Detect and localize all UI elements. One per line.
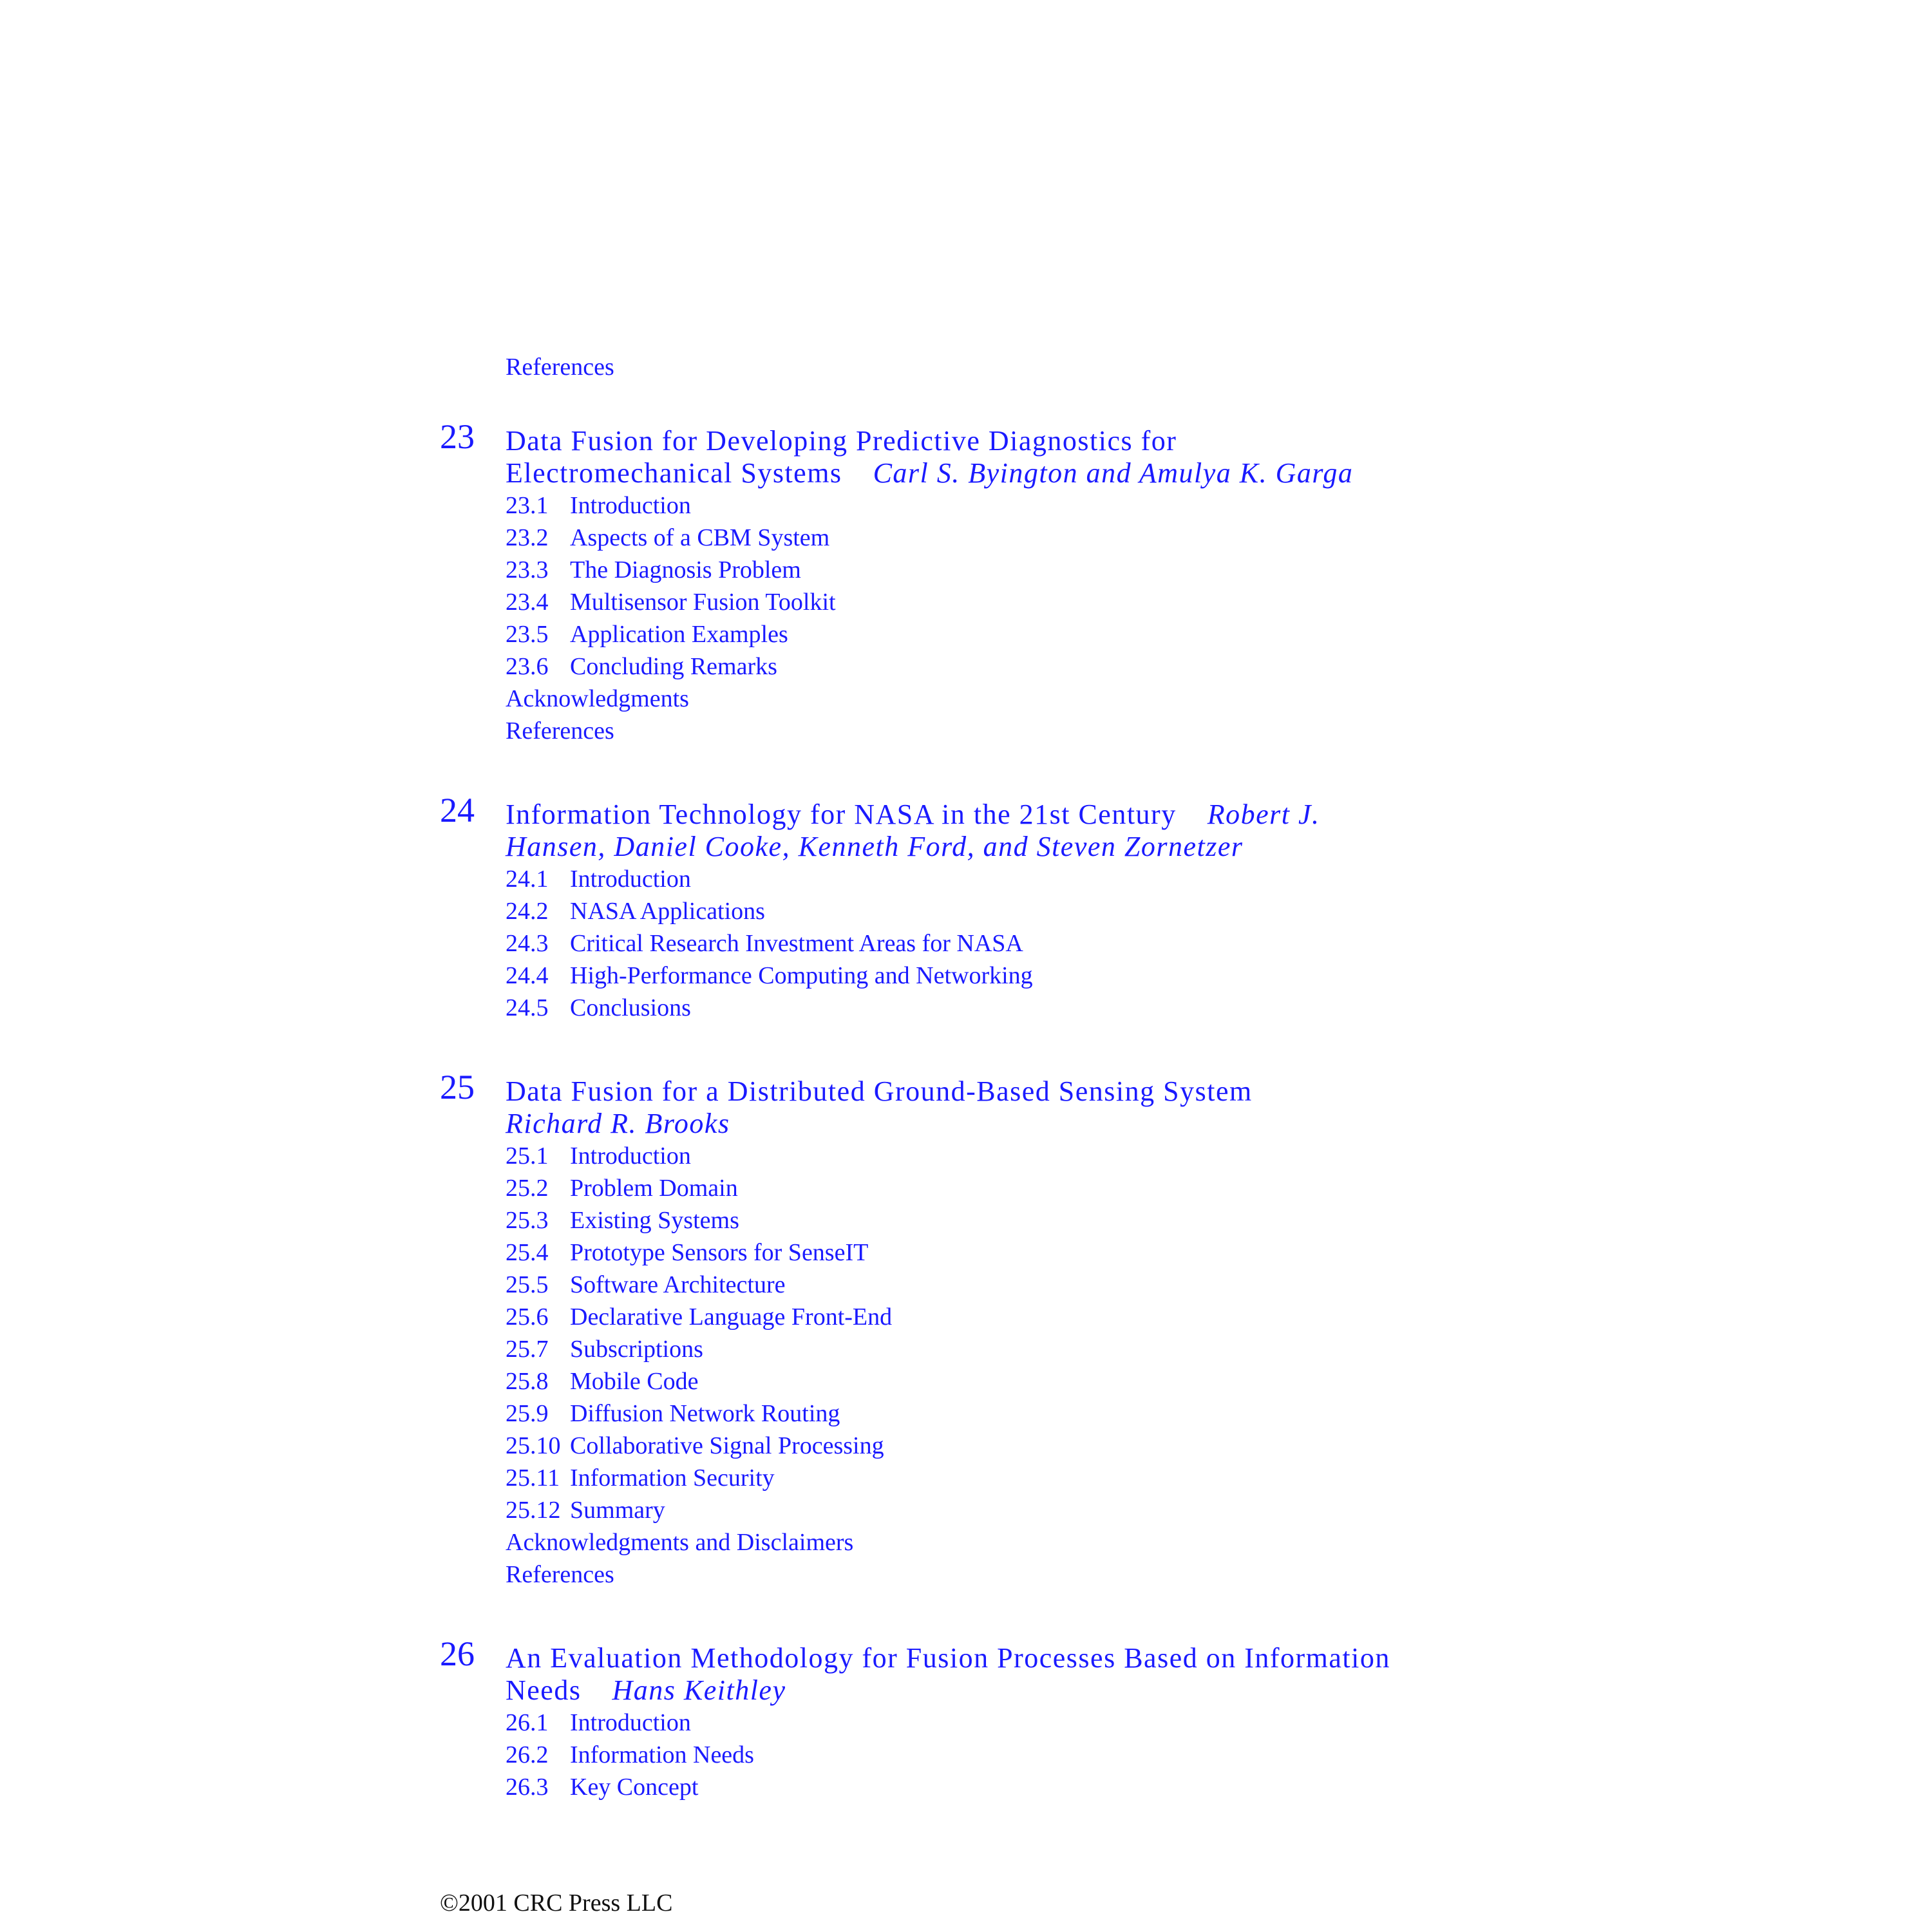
section-number: 24.4 bbox=[506, 962, 549, 989]
toc-section-link[interactable] bbox=[506, 522, 829, 554]
chapter-title-line[interactable]: Data Fusion for a Distributed Ground-Based Sensing System bbox=[506, 1075, 1253, 1107]
section-title: Problem Domain bbox=[570, 1175, 738, 1202]
section-title: NASA Applications bbox=[570, 898, 765, 925]
section-title: Concluding Remarks bbox=[570, 653, 777, 680]
section-number: 23.5 bbox=[506, 621, 549, 648]
copyright-footer: ©2001 CRC Press LLC bbox=[440, 1889, 673, 1917]
toc-section-link[interactable] bbox=[506, 1707, 691, 1739]
toc-section-link[interactable] bbox=[506, 1172, 738, 1204]
section-number: 24.1 bbox=[506, 866, 549, 893]
section-number: 25.9 bbox=[506, 1400, 549, 1427]
toc-section-link[interactable] bbox=[506, 1333, 703, 1365]
section-number: 26.2 bbox=[506, 1741, 549, 1768]
chapter-title-line[interactable] bbox=[506, 799, 1320, 831]
chapter-title-line[interactable] bbox=[506, 1108, 730, 1140]
section-number: 25.12 bbox=[506, 1497, 561, 1524]
toc-link-acknowledgments[interactable] bbox=[506, 1526, 853, 1558]
toc-link-references[interactable] bbox=[506, 1558, 614, 1591]
chapter-number: 25 bbox=[440, 1068, 475, 1106]
toc-section-link[interactable] bbox=[506, 992, 691, 1024]
section-title: Summary bbox=[570, 1497, 665, 1524]
section-number: 25.5 bbox=[506, 1271, 549, 1298]
toc-section-link[interactable] bbox=[506, 1494, 665, 1526]
section-number: 25.11 bbox=[506, 1464, 560, 1492]
section-title: Diffusion Network Routing bbox=[570, 1400, 840, 1427]
chapter-title-line[interactable] bbox=[506, 1674, 786, 1707]
section-title: Critical Research Investment Areas for NASA bbox=[570, 930, 1023, 957]
section-title: Declarative Language Front-End bbox=[570, 1303, 893, 1331]
toc-section-link[interactable] bbox=[506, 618, 788, 650]
toc-section-link[interactable] bbox=[506, 895, 765, 927]
section-title: Mobile Code bbox=[570, 1368, 699, 1395]
section-number: 25.1 bbox=[506, 1142, 549, 1170]
toc-section-link[interactable] bbox=[506, 1365, 698, 1397]
section-number: 25.7 bbox=[506, 1336, 549, 1363]
section-title: The Diagnosis Problem bbox=[570, 556, 801, 583]
toc-link-label: Acknowledgments bbox=[506, 685, 689, 712]
section-title: Collaborative Signal Processing bbox=[570, 1432, 884, 1459]
section-title: Key Concept bbox=[570, 1774, 699, 1801]
chapter-title-text: Information Technology for NASA in the 21st Century bbox=[506, 799, 1177, 830]
section-title: Subscriptions bbox=[570, 1336, 703, 1363]
toc-link-acknowledgments[interactable] bbox=[506, 683, 689, 715]
toc-section-link[interactable] bbox=[506, 1462, 775, 1494]
section-title: Aspects of a CBM System bbox=[570, 524, 830, 551]
toc-section-link[interactable] bbox=[506, 863, 691, 895]
toc-link-label: References bbox=[506, 354, 614, 381]
toc-link-references[interactable] bbox=[506, 715, 614, 747]
chapter-authors: Hansen, Daniel Cooke, Kenneth Ford, and Steven Zornetzer bbox=[506, 831, 1244, 862]
toc-section-link[interactable] bbox=[506, 489, 691, 522]
chapter-title-line[interactable]: Data Fusion for Developing Predictive Diagnostics for bbox=[506, 425, 1177, 457]
toc-section-link[interactable] bbox=[506, 1771, 698, 1803]
section-title: Software Architecture bbox=[570, 1271, 786, 1298]
chapter-title-text: Needs bbox=[506, 1674, 582, 1706]
section-title: Introduction bbox=[570, 866, 691, 893]
chapter-title-text: Electromechanical Systems bbox=[506, 457, 842, 489]
toc-section-link[interactable] bbox=[506, 927, 1023, 960]
toc-section-link[interactable] bbox=[506, 1269, 785, 1301]
section-number: 23.2 bbox=[506, 524, 549, 551]
toc-link-references[interactable] bbox=[506, 351, 614, 383]
section-title: Information Needs bbox=[570, 1741, 754, 1768]
section-number: 24.3 bbox=[506, 930, 549, 957]
toc-link-label: Acknowledgments and Disclaimers bbox=[506, 1529, 854, 1556]
toc-section-link[interactable] bbox=[506, 1140, 691, 1172]
section-title: High-Performance Computing and Networking bbox=[570, 962, 1033, 989]
section-number: 24.2 bbox=[506, 898, 549, 925]
chapter-authors: Hans Keithley bbox=[612, 1674, 786, 1706]
section-number: 24.5 bbox=[506, 994, 549, 1021]
section-number: 25.10 bbox=[506, 1432, 561, 1459]
section-title: Multisensor Fusion Toolkit bbox=[570, 589, 836, 616]
chapter-authors: Carl S. Byington and Amulya K. Garga bbox=[873, 457, 1354, 489]
toc-section-link[interactable] bbox=[506, 1739, 754, 1771]
toc-section-link[interactable] bbox=[506, 1236, 868, 1269]
section-number: 26.3 bbox=[506, 1774, 549, 1801]
toc-section-link[interactable] bbox=[506, 960, 1033, 992]
section-number: 25.3 bbox=[506, 1207, 549, 1234]
section-number: 23.6 bbox=[506, 653, 549, 680]
section-title: Introduction bbox=[570, 1142, 691, 1170]
toc-section-link[interactable] bbox=[506, 1204, 739, 1236]
section-title: Application Examples bbox=[570, 621, 788, 648]
toc-link-label: References bbox=[506, 717, 614, 744]
chapter-title-line[interactable] bbox=[506, 457, 1353, 489]
toc-section-link[interactable] bbox=[506, 1397, 840, 1430]
toc-section-link[interactable] bbox=[506, 1301, 892, 1333]
section-number: 25.8 bbox=[506, 1368, 549, 1395]
section-number: 23.1 bbox=[506, 492, 549, 519]
section-number: 25.2 bbox=[506, 1175, 549, 1202]
section-number: 23.3 bbox=[506, 556, 549, 583]
chapter-authors: Richard R. Brooks bbox=[506, 1108, 730, 1139]
section-title: Prototype Sensors for SenseIT bbox=[570, 1239, 869, 1266]
chapter-number: 24 bbox=[440, 791, 475, 829]
section-title: Existing Systems bbox=[570, 1207, 739, 1234]
toc-section-link[interactable] bbox=[506, 650, 777, 683]
chapter-number: 23 bbox=[440, 417, 475, 456]
chapter-title-line[interactable] bbox=[506, 831, 1244, 863]
section-title: Information Security bbox=[570, 1464, 775, 1492]
section-number: 25.6 bbox=[506, 1303, 549, 1331]
section-title: Introduction bbox=[570, 1709, 691, 1736]
toc-link-label: References bbox=[506, 1561, 614, 1588]
toc-section-link[interactable] bbox=[506, 554, 801, 586]
section-title: Conclusions bbox=[570, 994, 691, 1021]
section-number: 25.4 bbox=[506, 1239, 549, 1266]
toc-section-link[interactable] bbox=[506, 586, 836, 618]
chapter-authors: Robert J. bbox=[1207, 799, 1320, 830]
toc-section-link[interactable] bbox=[506, 1430, 884, 1462]
section-title: Introduction bbox=[570, 492, 691, 519]
section-number: 23.4 bbox=[506, 589, 549, 616]
chapter-number: 26 bbox=[440, 1634, 475, 1673]
chapter-title-line[interactable]: An Evaluation Methodology for Fusion Processes Based on Information bbox=[506, 1642, 1390, 1674]
section-number: 26.1 bbox=[506, 1709, 549, 1736]
